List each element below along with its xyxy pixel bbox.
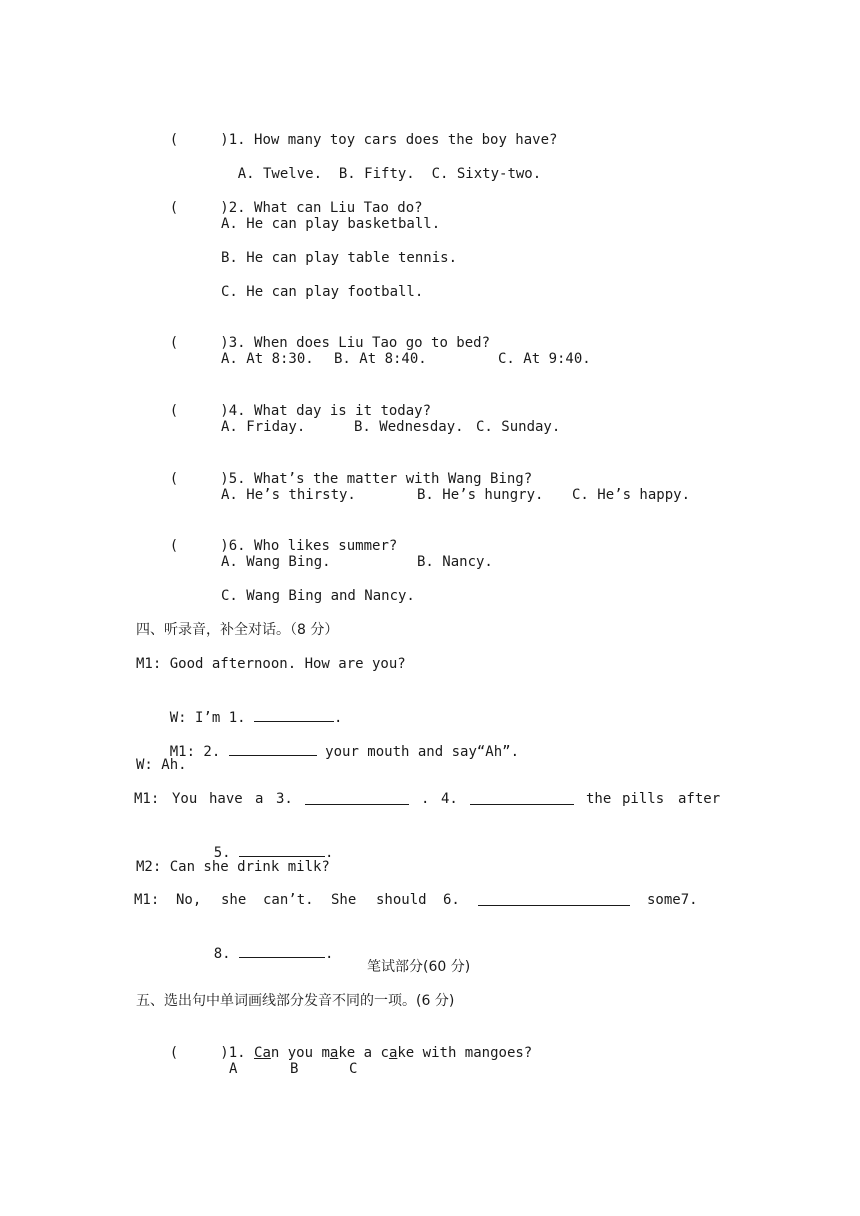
blank-5[interactable] <box>239 842 325 857</box>
blank-8[interactable] <box>239 943 325 958</box>
answer-paren[interactable]: ( ) <box>169 403 229 419</box>
option-b: B. At 8:40. <box>334 351 427 367</box>
label-a: A <box>229 1061 238 1077</box>
question-stem: 5. What’s the matter with Wang Bing? <box>228 471 533 487</box>
blank-4[interactable] <box>470 790 574 805</box>
sentence-text: m <box>321 1045 330 1061</box>
dialogue-speaker: M1: <box>134 791 160 807</box>
option-c: C. At 9:40. <box>498 351 591 367</box>
option-b: B. Fifty. <box>338 166 415 182</box>
question-number: 1. <box>228 1045 255 1061</box>
dialogue-text: 8. <box>213 946 240 962</box>
section-4-title: 四、听录音，补全对话。（8 分） <box>136 622 339 638</box>
underlined-part-b: a <box>329 1045 339 1061</box>
answer-paren[interactable]: ( ) <box>169 1045 229 1061</box>
dialogue-line <box>180 925 333 981</box>
question-stem: 2. What can Liu Tao do? <box>228 200 423 216</box>
option-c: C. He can play football. <box>221 284 424 300</box>
option-b: B. Wednesday. <box>354 419 464 435</box>
dialogue-word: some7. <box>647 892 698 908</box>
dialogue-word: the <box>586 791 612 807</box>
question-stem: 6. Who likes summer? <box>228 538 398 554</box>
label-c: C <box>349 1061 358 1077</box>
dialogue-word: 6. <box>443 892 460 908</box>
dialogue-word: should <box>376 892 427 908</box>
blank-3[interactable] <box>305 790 409 805</box>
answer-paren[interactable]: ( ) <box>169 471 229 487</box>
dialogue-word: pills <box>622 791 665 807</box>
sentence-text: n you <box>270 1045 322 1061</box>
dialogue-word: can’t. <box>263 892 314 908</box>
dialogue-word: 4. <box>441 791 458 807</box>
dialogue-text: W: I’m 1. <box>169 710 255 726</box>
option-a: A. Wang Bing. <box>221 554 331 570</box>
option-a: A. Twelve. <box>237 166 323 182</box>
dialogue-text: . <box>325 845 334 861</box>
section-5-question-1 <box>136 1026 532 1080</box>
dialogue-word: 3. <box>276 791 293 807</box>
dialogue-text: 5. <box>213 845 240 861</box>
dialogue-text: . <box>334 710 343 726</box>
underlined-part-a: Ca <box>254 1045 271 1061</box>
dialogue-text: . <box>325 946 334 962</box>
dialogue-line: M2: Can she drink milk? <box>136 859 330 875</box>
dialogue-word: a <box>255 791 264 807</box>
sentence-text: c <box>380 1045 389 1061</box>
option-c: C. Sixty-two. <box>431 166 542 182</box>
dialogue-line: M1: Good afternoon. How are you? <box>136 656 406 672</box>
question-stem: 3. When does Liu Tao go to bed? <box>228 335 491 351</box>
dialogue-word: have <box>209 791 243 807</box>
option-b: B. Nancy. <box>417 554 493 570</box>
option-a: A. At 8:30. <box>221 351 314 367</box>
option-a: A. He’s thirsty. <box>221 487 356 503</box>
dialogue-word: after <box>678 791 721 807</box>
dialogue-word: . <box>421 791 430 807</box>
answer-paren[interactable]: ( ) <box>169 132 229 148</box>
blank-6[interactable] <box>478 891 630 906</box>
dialogue-text: M1: 2. <box>169 744 229 760</box>
answer-paren[interactable]: ( ) <box>169 335 229 351</box>
option-c: C. Wang Bing and Nancy. <box>221 588 415 604</box>
dialogue-word: No, <box>176 892 202 908</box>
dialogue-word: You <box>172 791 198 807</box>
option-c: C. Sunday. <box>476 419 561 435</box>
sentence-text: ke with mangoes? <box>397 1045 533 1061</box>
dialogue-word: She <box>331 892 357 908</box>
dialogue-text: your mouth and say“Ah”. <box>316 744 520 760</box>
label-b: B <box>290 1061 299 1077</box>
dialogue-line: W: Ah. <box>136 757 187 773</box>
blank-1[interactable] <box>254 707 334 722</box>
option-a: A. He can play basketball. <box>221 216 441 232</box>
dialogue-speaker: M1: <box>134 892 160 908</box>
answer-paren[interactable]: ( ) <box>169 538 229 554</box>
section-5-title: 五、选出句中单词画线部分发音不同的一项。(6 分) <box>136 993 455 1009</box>
option-b: B. He can play table tennis. <box>221 250 458 266</box>
option-c: C. He’s happy. <box>572 487 691 503</box>
option-a: A. Friday. <box>221 419 306 435</box>
question-stem: 4. What day is it today? <box>228 403 432 419</box>
option-b: B. He’s hungry. <box>417 487 544 503</box>
blank-2[interactable] <box>229 741 317 756</box>
answer-paren[interactable]: ( ) <box>169 200 229 216</box>
dialogue-line <box>136 723 519 779</box>
question-stem: 1. How many toy cars does the boy have? <box>228 132 558 148</box>
written-part-heading: 笔试部分(60 分) <box>367 959 471 975</box>
sentence-text: ke a <box>338 1045 381 1061</box>
dialogue-word: she <box>221 892 247 908</box>
underlined-part-c: a <box>388 1045 398 1061</box>
